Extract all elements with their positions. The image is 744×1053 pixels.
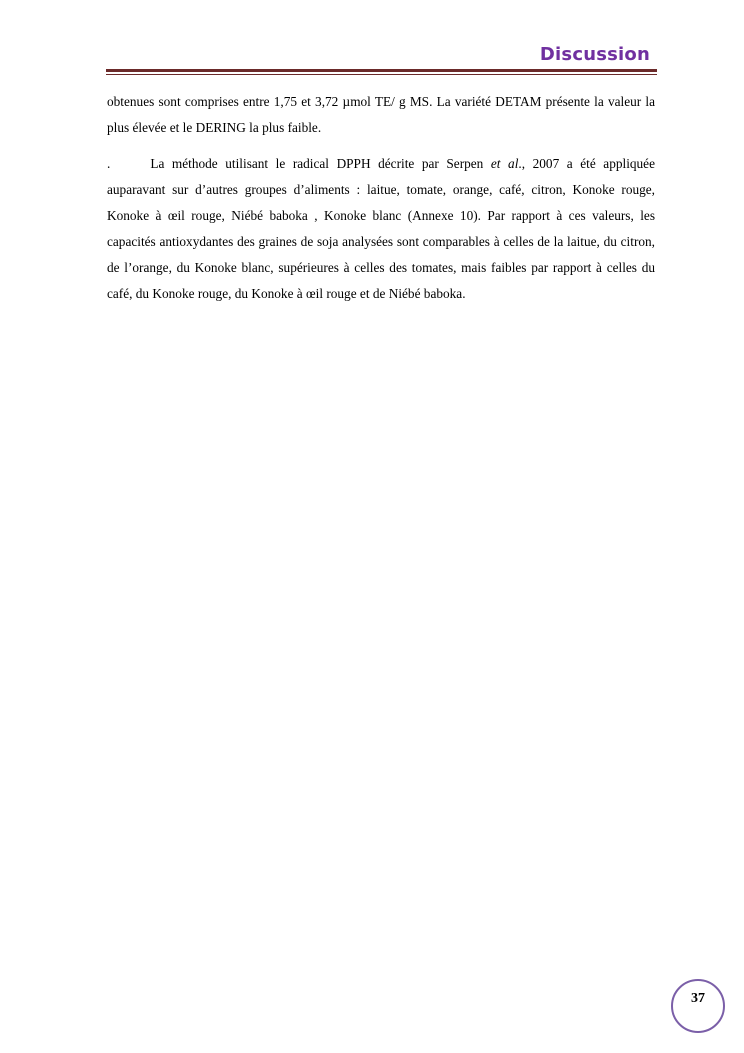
header-rule-thick [106,69,657,72]
paragraph-2-text-end: ., 2007 a été appliquée auparavant sur d’autres groupes d’aliments : laitue, tomate, orange, café, citron, Konoke rouge, Konoke à œil rouge, Niébé baboka , Konoke blanc (Annexe 10). Par rapport à ces valeurs, les capacités antioxydantes des graines de soja analysées sont comparables à celles de la laitue, du citron, de l’orange, du Konoke blanc, supérieures à celles des tomates, mais faibles par rapport à celles du café, du Konoke rouge, du Konoke à œil rouge et de Niébé baboka. [107,156,655,301]
header-rule-thin [106,74,657,75]
paragraph-2-italic: et al [490,156,519,171]
paragraph-2 [107,151,655,307]
paragraph-2-lead: . [107,156,111,171]
body-text [107,89,655,307]
section-title: Discussion [539,44,650,65]
paragraph-2-text-start: La méthode utilisant le radical DPPH décrite par Serpen [150,156,491,171]
page-number-circle [671,979,725,1033]
header-double-rule [106,69,657,75]
page-number: 37 [691,991,705,1006]
paragraph-1: obtenues sont comprises entre 1,75 et 3,72 µmol TE/ g MS. La variété DETAM présente la valeur la plus élevée et le DERING la plus faible. [107,94,655,135]
